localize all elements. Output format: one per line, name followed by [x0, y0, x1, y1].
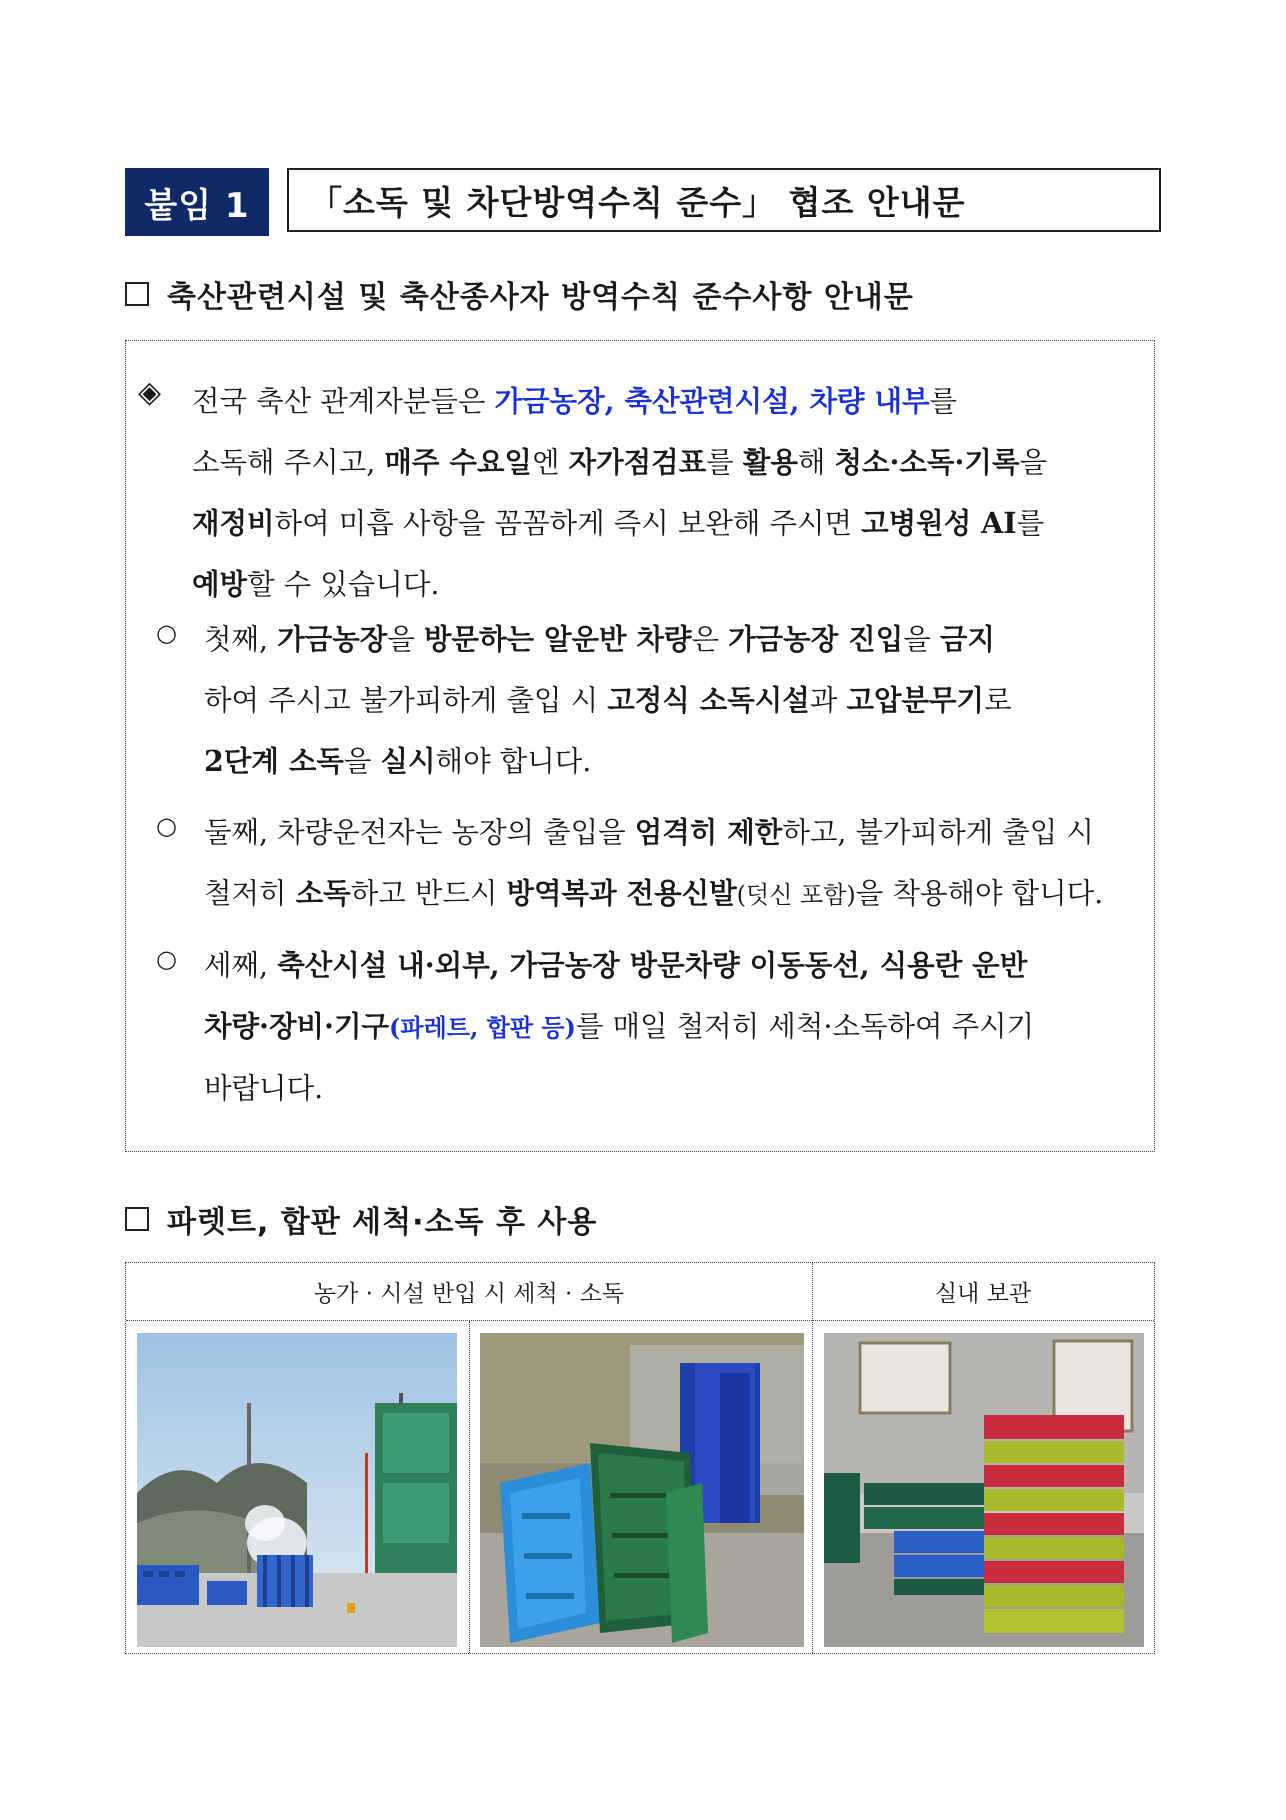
photo-outdoor-disinfection-image [137, 1333, 457, 1647]
bold-text: 청소·소독·기록 [834, 445, 1020, 479]
text: 을 [387, 623, 424, 656]
text: 소독해 주시고, [192, 446, 385, 479]
bold-text: 엄격히 제한 [634, 815, 783, 849]
photo-pallets-washed [480, 1333, 804, 1647]
photo-outdoor-disinfection [137, 1333, 457, 1647]
item3-line-2 [204, 996, 1138, 1058]
text: 로 [984, 684, 1012, 717]
column-divider [469, 1321, 470, 1653]
intro-line-2 [192, 432, 1138, 493]
text: 해 [797, 446, 835, 479]
bold-text: 활용 [742, 445, 798, 479]
intro-line-4 [192, 554, 1138, 615]
item1-line-3 [204, 731, 1138, 792]
text: 둘째, 차량운전자는 농장의 출입을 [204, 816, 635, 849]
bold-text: 가금농장 진입 [728, 622, 904, 656]
text: 할 수 있습니다. [247, 568, 440, 601]
photo-table [125, 1262, 1155, 1654]
bullet-circle-icon: ○ [156, 812, 177, 840]
text: 을 [1019, 446, 1048, 479]
section2-heading [125, 1197, 597, 1241]
text: 을 착용해야 합니다. [855, 877, 1104, 910]
notice-box [125, 340, 1155, 1152]
bold-text: 차량·장비·기구 [204, 1009, 390, 1043]
bold-text: 고병원성 AI [861, 506, 1017, 540]
highlight-text: 가금농장, 축산관련시설, 차량 내부 [494, 384, 930, 418]
text: 하여 미흡 사항을 꼼꼼하게 즉시 보완해 주시면 [274, 507, 862, 540]
text: 를 [706, 446, 743, 479]
bold-text: 자가점검표 [568, 445, 707, 479]
section2-heading-text: 파렛트, 합판 세척·소독 후 사용 [167, 1205, 598, 1240]
bold-text: 축산시설 내·외부, 가금농장 방문차량 이동동선, 식용란 운반 [277, 948, 1028, 982]
attachment-tag: 붙임 1 [125, 168, 269, 236]
bold-text: 실시 [380, 744, 436, 778]
text: 바랍니다. [204, 1072, 324, 1105]
item2-paragraph [204, 802, 1138, 926]
text: 은 [691, 623, 729, 656]
bold-text: 매주 수요일 [384, 445, 532, 479]
item1-paragraph [204, 609, 1138, 792]
bold-text: 금지 [939, 622, 995, 656]
intro-line-1 [192, 371, 1138, 432]
column-divider [812, 1263, 813, 1653]
bold-text: 고정식 소독시설 [607, 683, 810, 717]
text: 하고, 불가피하게 출입 시 [782, 816, 1094, 849]
intro-line-3 [192, 493, 1138, 554]
bold-text: 방문하는 알운반 차량 [423, 622, 692, 656]
item3-line-3 [204, 1058, 1138, 1119]
text: 를 [1016, 507, 1045, 540]
photo-indoor-storage [824, 1333, 1144, 1647]
text: 을 [343, 745, 381, 778]
text: 철저히 [204, 877, 296, 910]
text: 과 [809, 684, 847, 717]
bullet-circle-icon: ○ [156, 945, 177, 973]
checkbox-icon [125, 1207, 149, 1231]
bold-text: 가금농장 [277, 622, 388, 656]
text: 를 [929, 385, 958, 418]
text: 하고 반드시 [350, 877, 507, 910]
table-header-storage: 실내 보관 [812, 1263, 1154, 1321]
item1-line-2 [204, 670, 1138, 731]
small-text: (덧신 포함) [736, 881, 856, 909]
bold-text: 2단계 소독 [204, 744, 344, 778]
text: 엔 [531, 446, 569, 479]
item2-line-2 [204, 863, 1138, 926]
section1-heading-text: 축산관련시설 및 축산종사자 방역수칙 준수사항 안내문 [167, 280, 914, 315]
text: 하여 주시고 불가피하게 출입 시 [204, 684, 608, 717]
text: 세째, [204, 949, 278, 982]
bold-text: 소독 [295, 876, 351, 910]
item3-paragraph [204, 935, 1138, 1119]
photo-indoor-storage-image [824, 1333, 1144, 1647]
bold-text: 재정비 [192, 506, 275, 540]
intro-paragraph [192, 371, 1138, 615]
photo-pallets-washed-image [480, 1333, 804, 1647]
text: 첫째, [204, 623, 278, 656]
document-header [125, 168, 1161, 236]
bold-text: 고압분무기 [846, 683, 985, 717]
item3-line-1 [204, 935, 1138, 996]
item2-line-1 [204, 802, 1138, 863]
text: 을 [903, 623, 940, 656]
highlight-text: (파레트, 합판 등) [389, 1013, 576, 1042]
text: 전국 축산 관계자분들은 [192, 385, 495, 418]
item1-line-1 [204, 609, 1138, 670]
table-header-washing: 농가 · 시설 반입 시 세척 · 소독 [126, 1263, 812, 1321]
bold-text: 예방 [192, 567, 248, 601]
bullet-circle-icon: ○ [156, 619, 177, 647]
text: 해야 합니다. [435, 745, 592, 778]
section1-heading [125, 272, 914, 316]
bold-text: 방역복과 전용신발 [506, 876, 737, 910]
document-title: 「소독 및 차단방역수칙 준수」 협조 안내문 [287, 168, 1161, 232]
checkbox-icon [125, 282, 149, 306]
diamond-icon: ◈ [138, 375, 162, 410]
text: 를 매일 철저히 세척·소독하여 주시기 [575, 1010, 1035, 1043]
